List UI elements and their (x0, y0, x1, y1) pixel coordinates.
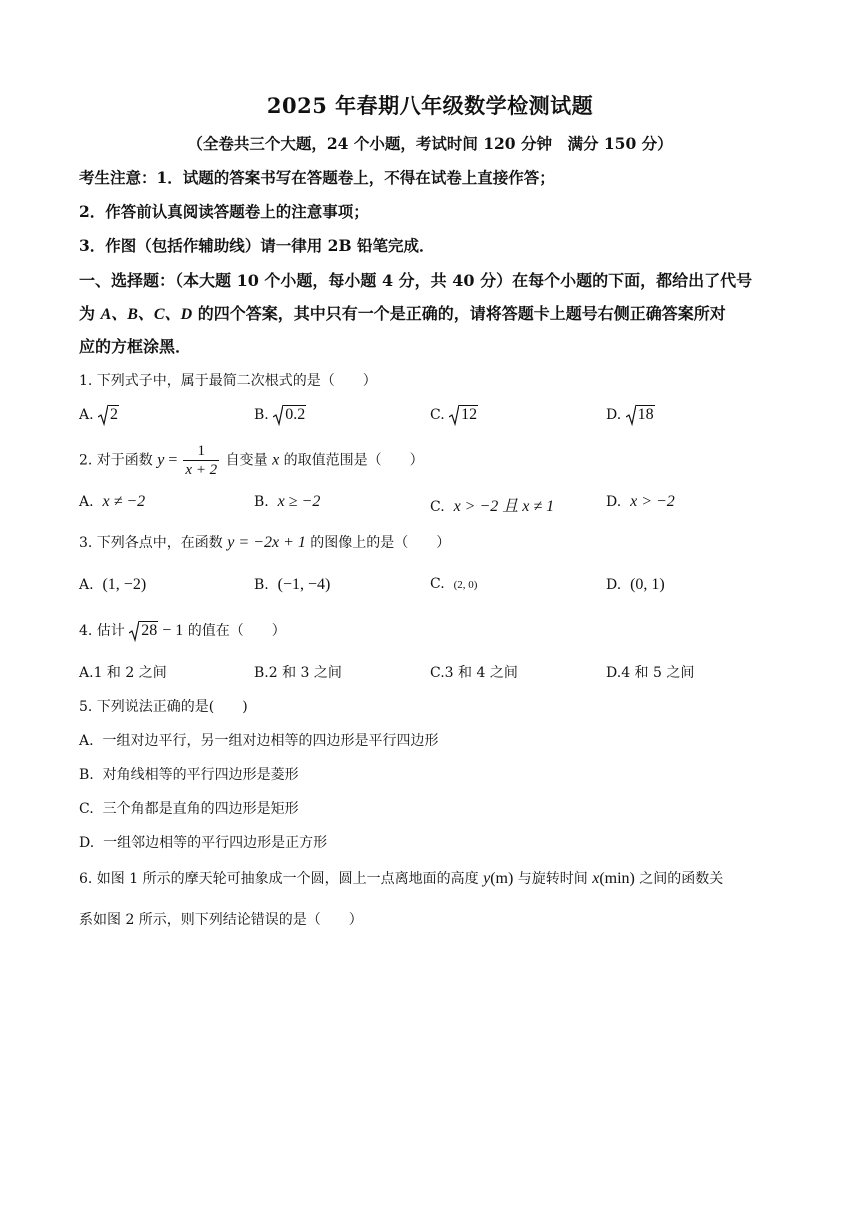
option-label: C. (430, 407, 445, 423)
option-label: C. (79, 801, 94, 817)
section-heading-line-3: 应的方框涂黑． (79, 337, 192, 356)
exam-subtitle: （全卷共三个大题，24 个小题，考试时间 120 分钟 满分 150 分） (187, 134, 673, 153)
fraction-numerator: 1 (197, 443, 206, 459)
unit-minutes: (min) (599, 870, 635, 887)
section-heading-line-1: 一、选择题：（本大题 10 个小题，每小题 4 分，共 40 分）在每个小题的下面，都给出了代号 (79, 271, 753, 290)
radical-sign-icon (98, 404, 108, 426)
section-line2-b: 的四个答案，其中只有一个是正确的，请将答题卡上题号右侧正确答案所对 (192, 304, 726, 323)
function-expression: y = −2x + 1 (227, 534, 306, 551)
equals-sign: = (164, 451, 182, 469)
fraction (183, 442, 219, 479)
unit-meters: (m) (490, 870, 514, 887)
question-4-option-d (606, 662, 694, 682)
note-line-1: 考生注意：1．试题的答案书写在答题卷上，不得在试卷上直接作答； (79, 168, 555, 187)
option-label: D. (79, 835, 95, 851)
option-label: B. (79, 767, 94, 783)
option-label: D. (606, 577, 622, 593)
option-label: A. (79, 577, 94, 593)
q3-stem-b: 的图像上的是（ ） (305, 535, 451, 551)
question-4-option-a (79, 662, 167, 682)
option-text: (2, 0) (453, 579, 478, 591)
q4-stem-a: 4. 估计 (79, 623, 130, 639)
sqrt-expression (626, 404, 655, 426)
question-5-option-b (79, 764, 299, 784)
var-y: y (483, 870, 491, 887)
question-1-stem: 1. 下列式子中，属于最简二次根式的是（ ） (79, 373, 377, 389)
question-3-option-d (606, 576, 665, 594)
question-6-stem-line-2: 系如图 2 所示，则下列结论错误的是（ ） (79, 912, 363, 928)
question-2-option-c (430, 493, 554, 516)
option-text: 三个角都是直角的四边形是矩形 (102, 801, 299, 817)
var-x: x (272, 451, 280, 469)
option-text: 2 和 3 之间 (268, 665, 342, 681)
note-line-3: 3．作图（包括作辅助线）请一律用 2B 铅笔完成． (79, 236, 435, 255)
option-text: 一组邻边相等的平行四边形是正方形 (103, 835, 328, 851)
option-text: (−1, −4) (277, 576, 331, 593)
option-text: 1 和 2 之间 (93, 665, 167, 681)
option-text: 一组对边平行，另一组对边相等的四边形是平行四边形 (102, 733, 439, 749)
q6-line1-c: 之间的函数关 (634, 871, 724, 887)
question-4-stem (79, 620, 286, 642)
radicand: 0.2 (285, 406, 306, 423)
option-text: x > −2 (630, 493, 675, 510)
minus-one: − 1 (158, 622, 184, 639)
option-text: 3 和 4 之间 (444, 665, 518, 681)
option-label: D. (606, 665, 622, 681)
question-2-option-a (79, 493, 145, 511)
note-line-2: 2．作答前认真阅读答题卷上的注意事项； (79, 202, 369, 221)
radicand: 2 (110, 406, 119, 423)
option-label: C. (430, 576, 445, 592)
radicand: 12 (461, 406, 478, 423)
radicand: 28 (141, 622, 158, 639)
option-text: x > −2 且 x ≠ 1 (453, 498, 555, 515)
fraction-denominator: x + 2 (185, 462, 218, 478)
option-text: x ≥ −2 (277, 493, 321, 510)
sqrt-expression (98, 404, 119, 426)
option-label: C. (430, 499, 445, 515)
question-3-option-b (254, 576, 330, 594)
page-title: 2025 年春期八年级数学检测试题 (266, 93, 594, 118)
question-5-stem: 5. 下列说法正确的是( ) (79, 699, 248, 715)
radical-sign-icon (449, 404, 459, 426)
option-label: A. (79, 494, 94, 510)
option-text: 4 和 5 之间 (621, 665, 695, 681)
q6-line1-a: 6. 如图 1 所示的摩天轮可抽象成一个圆，圆上一点离地面的高度 (79, 871, 484, 887)
option-text: 对角线相等的平行四边形是菱形 (102, 767, 299, 783)
option-text: (0, 1) (630, 576, 665, 593)
question-3-option-a (79, 576, 146, 594)
sqrt-expression (273, 404, 306, 426)
question-5-option-a (79, 730, 438, 750)
question-1-option-d (606, 404, 655, 426)
q2-stem-a: 2. 对于函数 (79, 452, 158, 469)
option-label: C. (430, 665, 445, 681)
question-3-option-c (430, 576, 477, 592)
option-label: A. (79, 733, 94, 749)
option-label: B. (254, 494, 269, 510)
question-3-stem (79, 532, 450, 552)
question-1-option-a (79, 404, 119, 426)
option-text: (1, −2) (102, 576, 147, 593)
option-letters: A、B、C、D (100, 306, 193, 323)
question-6-stem-line-1 (79, 868, 723, 888)
option-label: B. (254, 407, 269, 423)
q3-stem-a: 3. 下列各点中，在函数 (79, 535, 228, 551)
question-4-option-c (430, 662, 518, 682)
radicand: 18 (637, 406, 654, 423)
var-x: x (592, 870, 600, 887)
question-1-option-b (254, 404, 306, 426)
section-line2-a: 为 (79, 304, 101, 323)
q2-stem-b: 自变量 (221, 452, 273, 469)
radical-sign-icon (129, 620, 139, 642)
q6-line1-b: 与旋转时间 (513, 871, 593, 887)
sqrt-expression (129, 620, 158, 642)
question-2-option-b (254, 493, 320, 511)
option-label: A. (79, 665, 94, 681)
radical-sign-icon (273, 404, 283, 426)
var-y: y (157, 451, 165, 469)
question-2-stem (79, 442, 424, 479)
radical-sign-icon (626, 404, 636, 426)
option-label: B. (254, 665, 269, 681)
option-text: x ≠ −2 (102, 493, 146, 510)
question-5-option-c (79, 798, 299, 818)
q2-stem-c: 的取值范围是（ ） (279, 452, 424, 469)
question-5-option-d (79, 832, 327, 852)
section-heading-line-2 (79, 301, 726, 324)
sqrt-expression (449, 404, 478, 426)
question-2-option-d (606, 493, 675, 511)
question-4-option-b (254, 662, 342, 682)
q4-stem-b: 的值在（ ） (183, 623, 286, 639)
option-label: D. (606, 407, 622, 423)
question-1-option-c (430, 404, 478, 426)
option-label: A. (79, 407, 94, 423)
option-label: D. (606, 494, 622, 510)
option-label: B. (254, 577, 269, 593)
